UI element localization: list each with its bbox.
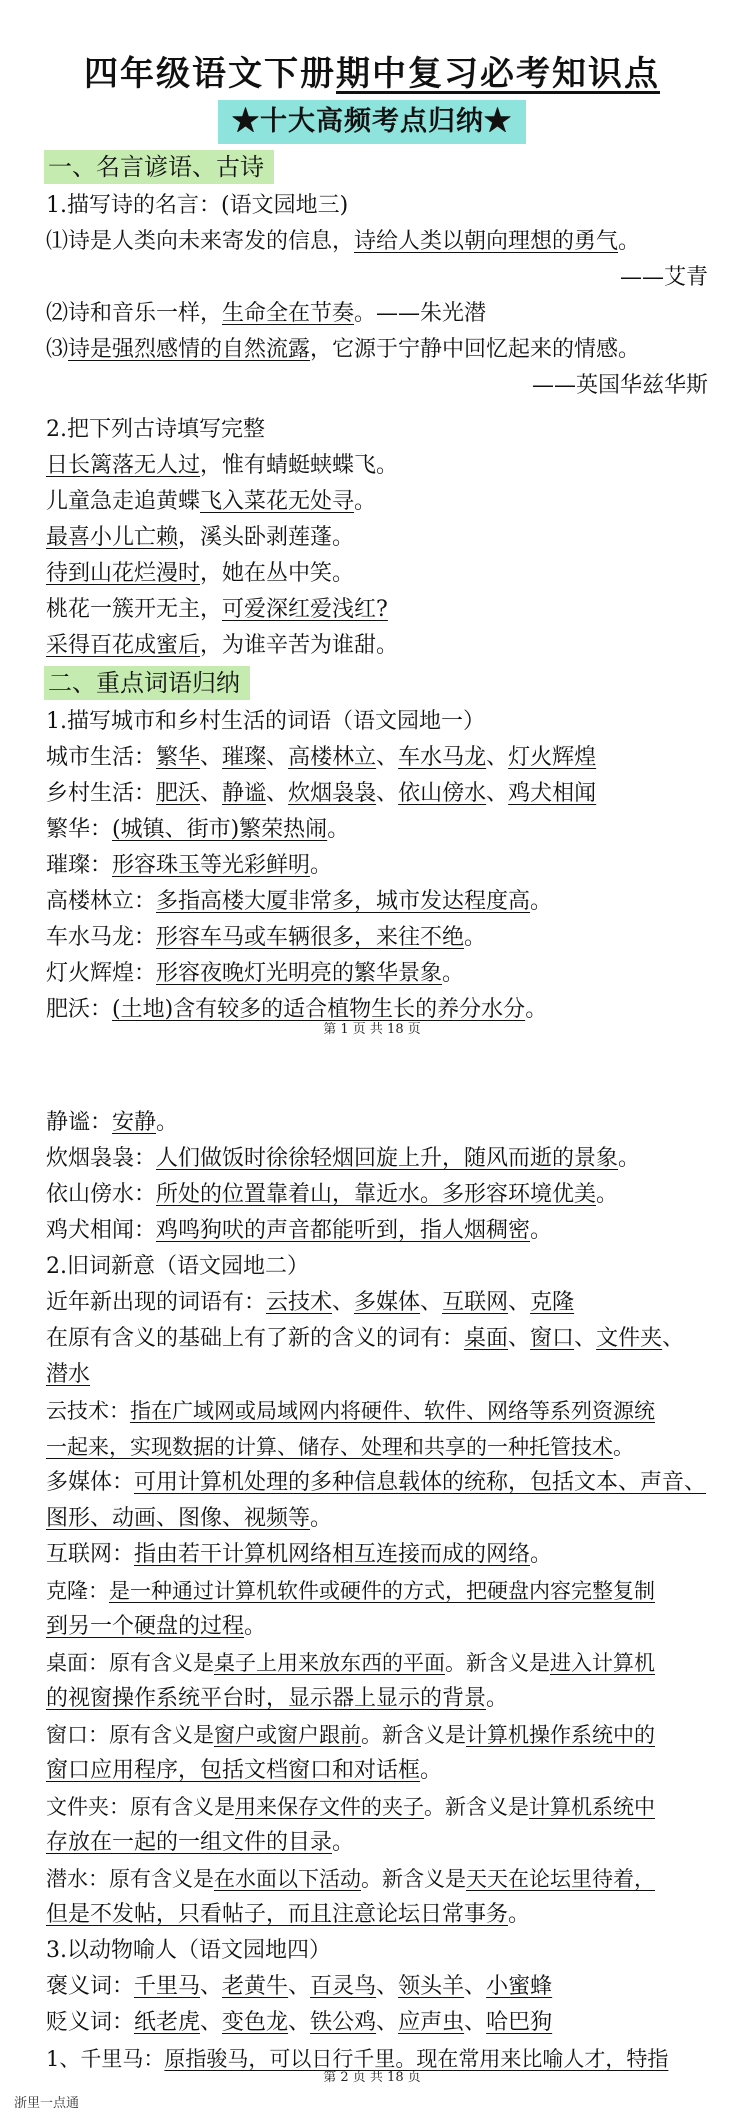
definition-folder: 文件夹：原有含义是用来保存文件的夹子。新含义是计算机系统中	[46, 1795, 655, 1819]
quote-3: ⑶诗是强烈感情的自然流露，它源于宁静中回忆起来的情感。	[46, 337, 641, 362]
definition-multimedia: 多媒体：可用计算机处理的多种信息载体的统称，包括文本、声音、	[46, 1470, 707, 1495]
definition-folder-cont: 存放在一起的一组文件的目录。	[46, 1830, 355, 1855]
praise-words: 褒义词：千里马、老黄牛、百灵鸟、领头羊、小蜜蜂	[46, 1974, 553, 1999]
definition-clone: 克隆：是一种通过计算机软件或硬件的方式，把硬盘内容完整复制	[46, 1579, 655, 1603]
quote-1: ⑴诗是人类向未来寄发的信息，诗给人类以朝向理想的勇气。	[46, 229, 641, 254]
blame-words: 贬义词：纸老虎、变色龙、铁公鸡、应声虫、哈巴狗	[46, 2010, 553, 2035]
poem-line-3: 最喜小儿亡赖，溪头卧剥莲蓬。	[46, 525, 355, 550]
definition-multimedia-cont: 图形、动画、图像、视频等。	[46, 1506, 333, 1531]
definition-jiquanxiangwen: 鸡犬相闻：鸡鸣狗吠的声音都能听到，指人烟稠密。	[46, 1218, 553, 1243]
footer-brand: 浙里一点通	[14, 2096, 80, 2111]
poem-line-5: 桃花一簇开无主，可爱深红爱浅红?	[46, 597, 388, 622]
doc-subtitle: ★十大高频考点归纳★	[218, 100, 526, 144]
page-number-1: 第 1 页 共 18 页	[323, 1022, 421, 1037]
definition-feiwo: 肥沃：(土地)含有较多的适合植物生长的养分水分。	[46, 997, 548, 1022]
new-words: 近年新出现的词语有：云技术、多媒体、互联网、克隆	[46, 1290, 575, 1315]
poem-line-6: 采得百花成蜜后，为谁辛苦为谁甜。	[46, 633, 399, 658]
definition-gaoloulinli: 高楼林立：多指高楼大厦非常多，城市发达程度高。	[46, 889, 553, 914]
quote-2: ⑵诗和音乐一样，生命全在节奏。——朱光潜	[46, 301, 487, 326]
definition-dive-cont: 但是不发帖，只看帖子，而且注意论坛日常事务。	[46, 1902, 531, 1927]
section-heading-2: 二、重点词语归纳	[44, 666, 250, 700]
page-number-2: 第 2 页 共 18 页	[323, 2070, 421, 2085]
definition-cloud: 云技术：指在广域网或局域网内将硬件、软件、网络等系列资源统	[46, 1399, 655, 1423]
poem-line-4: 待到山花烂漫时，她在丛中笑。	[46, 561, 355, 586]
old-words-cont: 潜水	[46, 1362, 91, 1387]
section-heading-1: 一、名言谚语、古诗	[44, 150, 274, 184]
definition-jingmi: 静谧：安静。	[46, 1110, 179, 1135]
title-part-a: 四年级语文下册	[84, 54, 336, 94]
definition-yishanbangshui: 依山傍水：所处的位置靠着山，靠近水。多形容环境优美。	[46, 1182, 619, 1207]
definition-dive: 潜水：原有含义是在水面以下活动。新含义是天天在论坛里待着，	[46, 1867, 655, 1891]
quote-3-author: ——英国华兹华斯	[531, 373, 708, 398]
old-words: 在原有含义的基础上有了新的含义的词有：桌面、窗口、文件夹、	[46, 1326, 685, 1351]
page-2-content	[46, 1105, 708, 2077]
quote-1-author: ——艾青	[619, 265, 708, 290]
definition-internet: 互联网：指由若干计算机网络相互连接而成的网络。	[46, 1542, 553, 1567]
definition-window-cont: 窗口应用程序，包括文档窗口和对话框。	[46, 1758, 443, 1783]
definition-window: 窗口：原有含义是窗户或窗户跟前。新含义是计算机操作系统中的	[46, 1723, 655, 1747]
definition-fanhua: 繁华：(城镇、街市)繁荣热闹。	[46, 817, 350, 842]
page-1-content	[46, 148, 708, 1028]
definition-cheshuimalong: 车水马龙：形容车马或车辆很多，来往不绝。	[46, 925, 487, 950]
definition-denghuohuihuang: 灯火辉煌：形容夜晚灯光明亮的繁华景象。	[46, 961, 465, 986]
country-words: 乡村生活：肥沃、静谧、炊烟袅袅、依山傍水、鸡犬相闻	[46, 781, 597, 806]
definition-clone-cont: 到另一个硬盘的过程。	[46, 1614, 267, 1639]
doc-title	[0, 52, 744, 96]
definition-cloud-cont: 一起来，实现数据的计算、储存、处理和共享的一种托管技术。	[46, 1435, 634, 1459]
poem-line-1: 日长篱落无人过，惟有蜻蜓蛱蝶飞。	[46, 453, 399, 478]
city-words: 城市生活：繁华、璀璨、高楼林立、车水马龙、灯火辉煌	[46, 745, 597, 770]
question-1-heading: 1.描写诗的名言：(语文园地三)	[46, 193, 349, 218]
definition-desktop-cont: 的视窗操作系统平台时，显示器上显示的背景。	[46, 1686, 509, 1711]
title-part-b: 期中复习必考知识点	[336, 54, 660, 94]
question-2-heading: 2.把下列古诗填写完整	[46, 417, 265, 442]
definition-cuican: 璀璨：形容珠玉等光彩鲜明。	[46, 853, 333, 878]
words-heading-2: 2.旧词新意（语文园地二）	[46, 1254, 309, 1279]
words-heading-1: 1.描写城市和乡村生活的词语（语文园地一）	[46, 709, 485, 734]
definition-qianlima: 1、千里马：原指骏马，可以日行千里。现在常用来比喻人才，特指	[46, 2047, 669, 2071]
definition-desktop: 桌面：原有含义是桌子上用来放东西的平面。新含义是进入计算机	[46, 1651, 655, 1675]
poem-line-2: 儿童急走追黄蝶飞入菜花无处寻。	[46, 489, 377, 514]
definition-chuiyanniaoniao: 炊烟袅袅：人们做饭时徐徐轻烟回旋上升，随风而逝的景象。	[46, 1146, 641, 1171]
page-2	[0, 1060, 744, 2111]
words-heading-3: 3.以动物喻人（语文园地四）	[46, 1938, 331, 1963]
